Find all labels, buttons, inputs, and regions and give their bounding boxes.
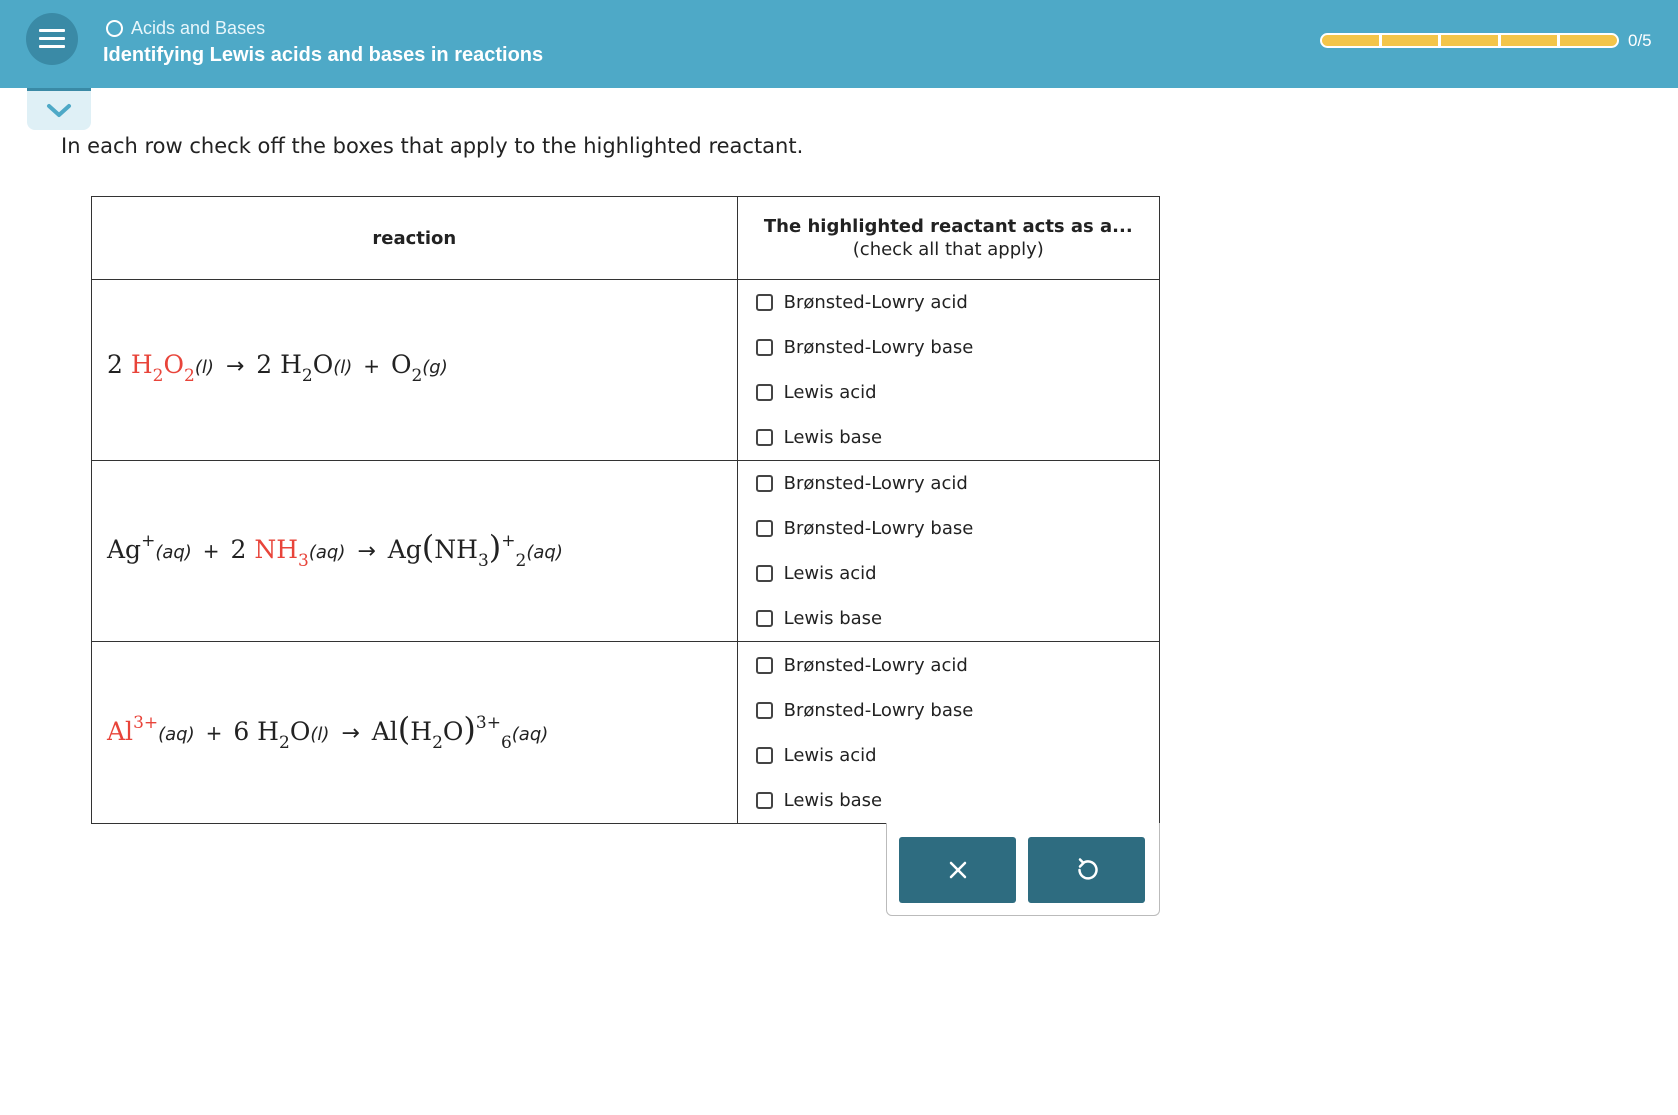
checkbox-lewis-acid[interactable] xyxy=(756,370,1159,415)
table-header-row xyxy=(92,197,1160,280)
reaction-cell xyxy=(92,642,738,824)
undo-button[interactable] xyxy=(1028,837,1145,903)
checkbox-bronsted-lowry-base[interactable] xyxy=(756,688,1159,733)
formula-part: O xyxy=(390,349,412,379)
option-label: Lewis base xyxy=(783,427,883,448)
options-cell xyxy=(737,280,1159,461)
formula-part: H xyxy=(280,349,302,379)
reaction-arrow: → xyxy=(225,353,245,379)
x-icon xyxy=(946,858,970,882)
checkbox-bronsted-lowry-base[interactable] xyxy=(756,325,1159,370)
progress-segment xyxy=(1560,35,1617,46)
reaction-equation-1 xyxy=(92,345,737,396)
state-label: (aq) xyxy=(308,542,346,563)
progress-segment xyxy=(1382,35,1442,46)
subscript: 6 xyxy=(500,732,512,753)
superscript: 3+ xyxy=(475,712,501,733)
formula-part: Ag xyxy=(387,535,422,564)
checkbox-lewis-acid[interactable] xyxy=(756,733,1159,778)
checkbox[interactable] xyxy=(756,702,773,719)
option-label: Brønsted-Lowry base xyxy=(783,699,974,721)
checkbox[interactable] xyxy=(756,294,773,311)
plus-sign: + xyxy=(363,353,380,378)
subscript: 2 xyxy=(278,732,290,753)
checkbox-bronsted-lowry-acid[interactable] xyxy=(756,643,1159,688)
state-label: (aq) xyxy=(511,723,549,745)
topic-text: Acids and Bases xyxy=(131,17,266,38)
subscript: 2 xyxy=(515,551,527,571)
checkbox-bronsted-lowry-acid[interactable] xyxy=(756,280,1159,325)
reaction-equation-2 xyxy=(92,521,737,581)
undo-icon xyxy=(1074,857,1100,883)
collapse-toggle[interactable] xyxy=(27,88,91,130)
progress-bar xyxy=(1320,33,1619,48)
state-label: (aq) xyxy=(158,723,195,745)
coefficient: 2 xyxy=(107,349,123,379)
parenthesis: ) xyxy=(488,528,502,566)
reaction-row xyxy=(92,461,1160,642)
superscript: 3+ xyxy=(133,712,159,733)
highlighted-reactant xyxy=(130,349,195,386)
progress-segment xyxy=(1501,35,1561,46)
option-label: Brønsted-Lowry acid xyxy=(783,292,968,313)
checkbox[interactable] xyxy=(756,339,773,356)
page-title: Identifying Lewis acids and bases in reactions xyxy=(103,44,544,66)
option-label: Brønsted-Lowry base xyxy=(783,337,974,358)
state-label: (l) xyxy=(194,356,214,378)
checkbox[interactable] xyxy=(756,520,773,537)
reaction-arrow: → xyxy=(341,720,360,746)
state-label: (aq) xyxy=(526,542,563,563)
reaction-row xyxy=(92,280,1160,461)
checkbox[interactable] xyxy=(756,429,773,446)
option-label: Lewis acid xyxy=(783,563,877,584)
option-label: Brønsted-Lowry acid xyxy=(783,473,968,494)
options-cell xyxy=(737,461,1159,642)
formula-part: H xyxy=(130,349,153,379)
subscript: 2 xyxy=(432,732,443,753)
reaction-cell xyxy=(92,461,738,642)
question-table xyxy=(91,196,1160,824)
reaction-row xyxy=(92,642,1160,824)
subscript: 3 xyxy=(298,551,309,571)
checkbox[interactable] xyxy=(756,792,773,809)
hamburger-menu-icon-bar xyxy=(39,45,65,48)
state-label: (l) xyxy=(333,356,353,378)
coefficient: 2 xyxy=(230,535,247,564)
checkbox[interactable] xyxy=(756,384,773,401)
subscript: 2 xyxy=(301,365,313,386)
formula-part: H xyxy=(257,716,279,746)
parenthesis: ) xyxy=(463,709,476,748)
topic-label xyxy=(106,17,265,39)
options-cell xyxy=(737,642,1159,824)
options-list xyxy=(738,643,1159,823)
checkbox[interactable] xyxy=(756,475,773,492)
formula-part: Al xyxy=(371,716,398,746)
progress-segment xyxy=(1441,35,1501,46)
topic-circle-icon xyxy=(106,20,123,37)
subscript: 2 xyxy=(184,365,195,386)
highlighted-reactant xyxy=(107,712,159,746)
formula-part: O xyxy=(289,716,311,746)
superscript: + xyxy=(141,531,156,551)
parenthesis: ( xyxy=(397,709,411,748)
checkbox-lewis-base[interactable] xyxy=(756,415,1159,460)
hamburger-menu-icon-bar xyxy=(39,37,65,40)
reaction-arrow: → xyxy=(357,539,376,564)
checkbox[interactable] xyxy=(756,657,773,674)
option-label: Brønsted-Lowry base xyxy=(783,518,974,539)
formula-part: H xyxy=(410,716,433,746)
chevron-down-icon xyxy=(46,103,72,119)
clear-button[interactable] xyxy=(899,837,1016,903)
coefficient: 2 xyxy=(256,349,273,379)
checkbox-lewis-base[interactable] xyxy=(756,596,1159,641)
option-label: Lewis base xyxy=(783,789,883,811)
subscript: 2 xyxy=(411,365,423,386)
formula-part: NH xyxy=(434,535,478,564)
plus-sign: + xyxy=(202,539,220,563)
checkbox-bronsted-lowry-base[interactable] xyxy=(756,506,1159,551)
state-label: (g) xyxy=(422,356,448,378)
answer-actions xyxy=(886,823,1160,916)
option-label: Brønsted-Lowry acid xyxy=(783,654,968,676)
options-list xyxy=(738,280,1159,460)
acts-as-header-title: The highlighted reactant acts as a... xyxy=(763,216,1133,237)
superscript: + xyxy=(501,531,516,551)
reaction-equation-3 xyxy=(92,703,737,763)
highlighted-reactant xyxy=(254,535,309,571)
formula-part: O xyxy=(163,349,184,379)
menu-button[interactable] xyxy=(26,13,78,65)
state-label: (aq) xyxy=(155,542,192,563)
hamburger-menu-icon xyxy=(39,29,65,32)
checkbox-bronsted-lowry-acid[interactable] xyxy=(756,461,1159,506)
formula-part: O xyxy=(312,349,334,379)
plus-sign: + xyxy=(205,720,223,745)
question-instruction: In each row check off the boxes that apply to the highlighted reactant. xyxy=(61,134,804,158)
checkbox-lewis-base[interactable] xyxy=(756,778,1159,823)
top-bar xyxy=(0,0,1678,88)
option-label: Lewis acid xyxy=(783,382,877,403)
formula-part: Al xyxy=(107,716,134,746)
progress-count: 0/5 xyxy=(1628,31,1652,50)
option-label: Lewis base xyxy=(783,608,883,629)
reaction-column-header: reaction xyxy=(92,197,738,280)
acts-as-column-header xyxy=(737,197,1159,280)
checkbox[interactable] xyxy=(756,565,773,582)
formula-part: NH xyxy=(254,535,299,564)
options-list xyxy=(738,461,1159,641)
checkbox[interactable] xyxy=(756,610,773,627)
acts-as-header-hint: (check all that apply) xyxy=(852,239,1044,260)
subscript: 2 xyxy=(152,365,164,386)
state-label: (l) xyxy=(310,723,330,745)
option-label: Lewis acid xyxy=(783,744,877,766)
parenthesis: ( xyxy=(421,528,435,566)
progress-segment xyxy=(1322,35,1382,46)
subscript: 3 xyxy=(477,551,489,571)
formula-part: O xyxy=(442,716,464,746)
formula-part: Ag xyxy=(107,535,142,564)
coefficient: 6 xyxy=(233,716,250,746)
checkbox-lewis-acid[interactable] xyxy=(756,551,1159,596)
checkbox[interactable] xyxy=(756,747,773,764)
reaction-cell xyxy=(92,280,738,461)
